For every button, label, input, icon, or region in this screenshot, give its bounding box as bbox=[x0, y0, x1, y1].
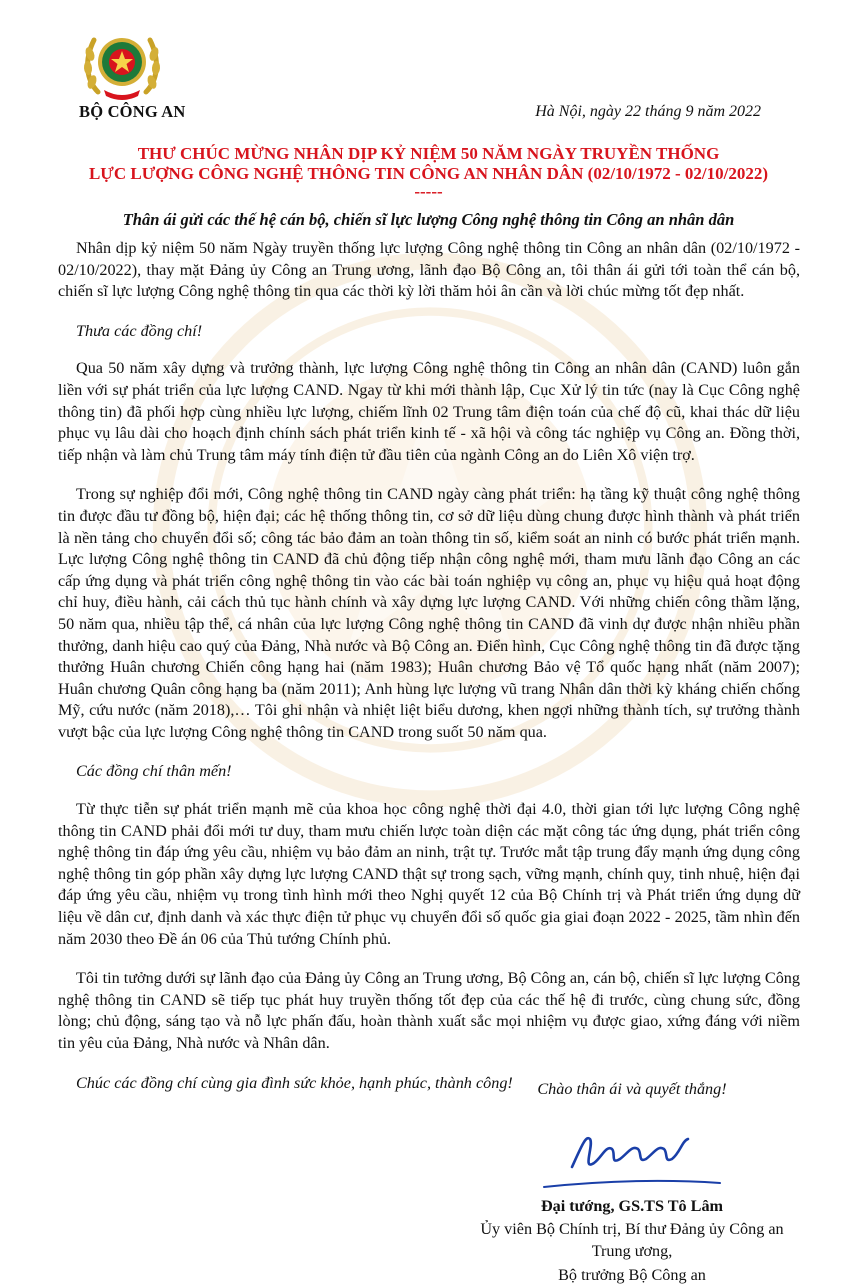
police-emblem-icon bbox=[80, 24, 164, 104]
signer-name: Đại tướng, GS.TS Tô Lâm bbox=[540, 1197, 724, 1215]
closing-wish: Chúc các đồng chí cùng gia đình sức khỏe, hạnh phúc, thành công! bbox=[76, 1073, 513, 1092]
salutation-2: Các đồng chí thân mến! bbox=[76, 762, 232, 781]
letter-body bbox=[58, 238, 800, 1098]
paragraph-trust: Tôi tin tưởng dưới sự lãnh đạo của Đảng ủy Công an Trung ương, Bộ Công an, cán bộ, chiến sĩ lực lượng Công nghệ thông tin CAND sẽ tiếp tục phát huy truyền thống tốt đẹp của các thế hệ đi trước, cùng chung sức, đồng lòng; chủ động, sáng tạo và nỗ lực phấn đấu, hoàn thành xuất sắc mọi nhiệm vụ được giao, xứng đáng với niềm tin yêu của Đảng, Nhà nước và Nhân dân. bbox=[58, 969, 800, 1052]
paragraph-intro: Nhân dịp kỷ niệm 50 năm Ngày truyền thống lực lượng Công nghệ thông tin Công an nhân dân (02/10/1972 - 02/10/2022), thay mặt Đảng ủy Công an Trung ương, lãnh đạo Bộ Công an, tôi thân ái gửi tới toàn thể cán bộ, chiến sĩ lực lượng Công nghệ thông tin qua các thời kỳ lời thăm hỏi ân cần và lời chúc mừng tốt đẹp nhất. bbox=[58, 239, 800, 301]
signature-block bbox=[467, 1080, 797, 1286]
letter-date: Hà Nội, ngày 22 tháng 9 năm 2022 bbox=[535, 103, 761, 120]
agency-name: BỘ CÔNG AN bbox=[79, 102, 186, 121]
paragraph-history: Qua 50 năm xây dựng và trưởng thành, lực lượng Công nghệ thông tin Công an nhân dân (CAND) luôn gắn liền với sự phát triển của lực lượng CAND. Ngay từ khi mới thành lập, Cục Xử lý tin tức (nay là Cục Công nghệ thông tin) đã phối hợp cùng nhiều lực lượng, chiếm lĩnh 02 Trung tâm điện toán của chế độ cũ, khai thác dữ liệu phục vụ lâu dài cho hoạch định chính sách phát triển kinh tế - xã hội và công tác nghiệp vụ Công an. Đồng thời, tiếp nhận và làm chủ Trung tâm máy tính điện tử đầu tiên của ngành Công an do Liên Xô viện trợ. bbox=[58, 359, 800, 464]
handwritten-signature-icon bbox=[542, 1105, 722, 1195]
letter-title-line2: LỰC LƯỢNG CÔNG NGHỆ THÔNG TIN CÔNG AN NHÂN DÂN (02/10/1972 - 02/10/2022) bbox=[88, 164, 769, 183]
letter-title-line1: THƯ CHÚC MỪNG NHÂN DỊP KỶ NIỆM 50 NĂM NGÀY TRUYỀN THỐNG bbox=[137, 144, 720, 163]
signer-position-2: Bộ trưởng Bộ Công an bbox=[558, 1266, 706, 1284]
signer-position-1: Ủy viên Bộ Chính trị, Bí thư Đảng ủy Công an Trung ương, bbox=[480, 1220, 784, 1260]
paragraph-future: Từ thực tiễn sự phát triển mạnh mẽ của khoa học công nghệ thời đại 4.0, thời gian tới lực lượng Công nghệ thông tin CAND phải đổi mới tư duy, tham mưu chiến lược toàn diện các mặt công tác ứng dụng, phát triển công nghệ thông tin đáp ứng yêu cầu, nhiệm vụ bảo đảm an ninh, trật tự. Trước mắt tập trung đẩy mạnh ứng dụng công nghệ thông tin góp phần xây dựng lực lượng CAND thật sự trong sạch, vững mạnh, chính quy, tinh nhuệ, hiện đại đáp ứng yêu cầu, nhiệm vụ trong tình hình mới theo Nghị quyết 12 của Bộ Chính trị và Phát triển ứng dụng dữ liệu về dân cư, định danh và xác thực điện tử phục vụ chuyển đổi số quốc gia giai đoạn 2022 - 2025, tầm nhìn đến năm 2030 theo Đề án 06 của Thủ tướng Chính phủ. bbox=[58, 800, 800, 948]
farewell-text: Chào thân ái và quyết thắng! bbox=[537, 1080, 727, 1098]
paragraph-achievements: Trong sự nghiệp đổi mới, Công nghệ thông tin CAND ngày càng phát triển: hạ tầng kỹ thuật công nghệ thông tin được đầu tư đồng bộ, hiện đại; các hệ thống thông tin, cơ sở dữ liệu dùng chung được hình thành và phát triển là nền tảng cho chuyển đổi số; công tác bảo đảm an toàn thông tin số, kiểm soát an ninh có bước phát triển mạnh. Lực lượng Công nghệ thông tin CAND đã chủ động tiếp nhận công nghệ mới, tham mưu lãnh đạo Công an các cấp ứng dụng và phát triển công nghệ thông tin vào các bài toán nghiệp vụ công an, phục vụ hiệu quả hoạt động chỉ huy, điều hành, cải cách thủ tục hành chính và xây dựng lực lượng CAND. Với những chiến công thầm lặng, 50 năm qua, nhiều tập thể, cá nhân của lực lượng Công nghệ thông tin CAND đã vinh dự được nhận nhiều phần thưởng, danh hiệu cao quý của Đảng, Nhà nước và Bộ Công an. Điển hình, Cục Công nghệ thông tin đã được tặng thưởng Huân chương Chiến công hạng hai (năm 1983); Huân chương Bảo vệ Tổ quốc hạng nhất (năm 2007); Huân chương Quân công hạng ba (năm 2011); Anh hùng lực lượng vũ trang Nhân dân thời kỳ kháng chiến chống Mỹ, cứu nước (năm 2018),… Tôi ghi nhận và nhiệt liệt biểu dương, khen ngợi những thành tích, sự trưởng thành vượt bậc của lực lượng Công nghệ thông tin CAND trong suốt 50 năm qua. bbox=[58, 485, 800, 741]
greeting: Thân ái gửi các thế hệ cán bộ, chiến sĩ lực lượng Công nghệ thông tin Công an nhân dân bbox=[122, 210, 735, 229]
title-separator: ----- bbox=[414, 182, 443, 201]
salutation-1: Thưa các đồng chí! bbox=[76, 321, 203, 340]
